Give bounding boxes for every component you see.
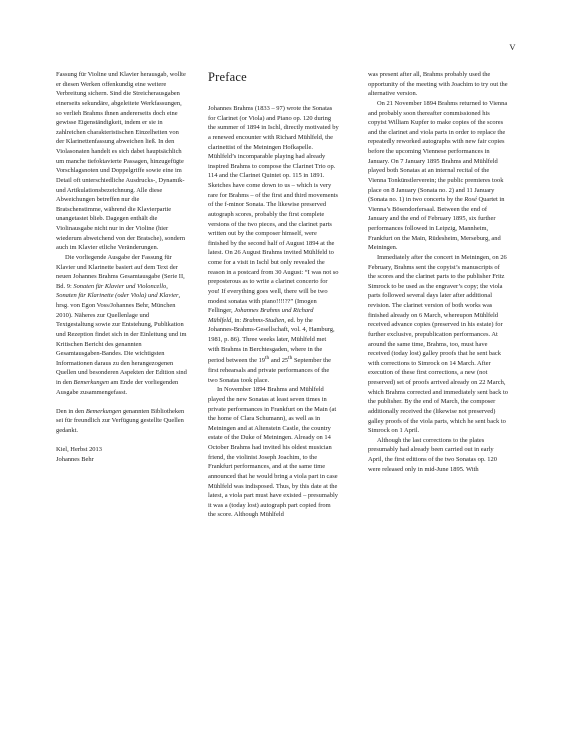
text-run: September the first rehearsals and private performances of the two Sonatas took place. (208, 357, 331, 384)
text-run: , hrsg. von Egon Voss/Johannes Behr, München 2010). Näheres zur Quellenlage und Textgestaltung sowie zur Entstehung, Publikation und Rezeption findet sich in der Einleitung und im Kritischen Bericht des genannten Gesamtausgaben-Bandes. Die wichtigsten Informationen daraus zu den herangezogenen Quellen und besonderen Aspekten der Edition sind in den (56, 292, 187, 386)
article-title: Johannes Brahms und Richard Mühlfeld (208, 307, 314, 324)
preface-paragraph-1 (208, 104, 339, 385)
german-column (56, 70, 187, 465)
german-paragraph-1: Fassung für Violine und Klavier herausgab, wollte er diesen Werken offenkundig eine weitere Verbreitung sichern. Sind die Streicherausgaben einerseits sekundäre, abgeleitete Werkfassungen, so verlieh Brahms ihnen andererseits doch eine gewisse Eigenständigkeit, indem er sie in zahlreichen charakteristischen Einzelheiten von der Klarinettenfassung abweichen ließ. In den Violasonaten handelt es sich dabei hauptsächlich um manche tiefoktavierte Passagen, hinzugefügte Vorschlagsnoten und Doppelgriffe sowie eine im Detail oft unterschiedliche Ausdrucks-, Dynamik- und Artikulationsbezeichnung. Alle diese Abweichungen betreffen nur die Bratschenstimme, während die Klavierpartie unangetastet blieb. Dagegen enthält die Violinausgabe nicht nur in der Violine (hier wiederum abweichend von der Bratsche), sondern auch im Klavier etliche Veränderungen. (56, 71, 186, 252)
edition-title: Sonaten für Klavier und Violoncello, Sonaten für Klarinette (oder Viola) und Klavier (56, 282, 179, 300)
text-run: Die vorliegende Ausgabe der Fassung für Klavier und Klarinette basiert auf dem Text der neuen Johannes Brahms Gesamtausgabe (Serie II, Bd. 9: (56, 253, 185, 290)
preface-paragraph-2: In November 1894 Brahms and Mühlfeld played the new Sonatas at least seven times in private performances in Frankfurt on the Main (at the home of Clara Schumann), as well as in Meiningen and at Altenstein Castle, the country estate of the Duke of Meiningen. Already on 14 October Brahms had invited his oldest musician friend, the violinist Joseph Joachim, to the Frankfurt performances, and at the same time announced that he would bring a viola part in case Mühlfeld was indisposed. Thus, by this date at the latest, a viola part must have existed – presumably it was a (today lost) autograph part copied from the score. Although Mühlfeld (208, 386, 338, 519)
text-run: , ed. by the Johannes-Brahms-Gesellschaft, vol. 4, Hamburg, 1981, p. 86). Three weeks later, Mühlfeld met with Brahms in Berchtesgaden, where in the period between the 19 (208, 316, 335, 365)
preface-paragraph-5: Although the last corrections to the plates presumably had already been carried out in early April, the first editions of the two Sonatas op. 120 were released only in mid-June 1895. With (368, 436, 497, 473)
text-run: Quartet in Vienna’s Bösendorfersaal. Between the end of January and the end of February 1895, six further performances followed in Leipzig, Mannheim, Frankfurt on the Main, Rüdesheim, Merseburg, and Meiningen. (368, 196, 505, 252)
preface-paragraph-3 (368, 99, 508, 253)
signature-name: Johannes Behr (56, 455, 94, 463)
bemerkungen-ref: Bemerkungen (85, 407, 122, 415)
text-run: and 25 (269, 357, 289, 365)
german-paragraph-3 (56, 407, 187, 436)
german-paragraph-2 (56, 253, 187, 397)
text-run: am Ende der vorliegenden Ausgabe zusammengefasst. (56, 379, 179, 396)
preface-paragraph-continued: was present after all, Brahms probably used the opportunity of the meeting with Joachim to try out the alternative version. (368, 71, 508, 98)
preface-column-1 (208, 70, 339, 520)
preface-paragraph-4: Immediately after the concert in Meiningen, on 26 February, Brahms sent the copyist’s manuscripts of the scores and the clarinet parts to the publisher Fritz Simrock to be used as the engraver’s copy; the viola parts followed several days later after additional revision. The clarinet version of both works was finished already on 6 March, whereupon Mühlfeld received advance copies (preserved in his estate) for further exclusive, prepublication performances. At around the same time, Brahms, too, must have received (today lost) galley proofs that he sent back with corrections to Simrock on 14 March. After execution of these first corrections, a new (not preserved) set of proofs arrived already on 22 March, which Brahms corrected and immediately sent back to the publisher. By the end of March, the composer additionally received the (likewise not preserved) galley proofs of the viola parts, which he sent back to Simrock on 1 April. (368, 253, 508, 435)
page-number: V (509, 42, 516, 52)
text-run: , in: (231, 316, 243, 324)
ordinal-suffix: th (288, 355, 293, 362)
preface-column-2 (368, 70, 508, 474)
preface-heading: Preface (208, 70, 247, 84)
text-run: Den in den (56, 407, 86, 415)
text-run: On 21 November 1894 Brahms returned to Vienna and probably soon thereafter commissioned his copyist William Kupfer to make copies of the scores and the clarinet and viola parts in order to replace the repeatedly reworked autographs with new fair copies before the upcoming Viennese performances in January. On 7 January 1895 Brahms and Mühlfeld played both Sonatas at an internal recital of the Vienna Tonkünstlerverein; the public premieres took place on 8 January (Sonata no. 2) and 11 January (Sonata no. 1) in two concerts by the (368, 99, 508, 204)
journal-title: Brahms-Studien (242, 316, 285, 324)
quartet-name: Rosé (464, 196, 477, 204)
bemerkungen-ref: Bemerkungen (73, 379, 109, 386)
text-run: genannten Bibliotheken sei für freundlich zur Verfügung gestellte Quellen gedankt. (56, 407, 185, 435)
ordinal-suffix: th (265, 355, 270, 362)
text-run: Johannes Brahms (1833 – 97) wrote the Sonatas for Clarinet (or Viola) and Piano op. 120 during the summer of 1894 in Ischl, directly motivated by a renewed encounter with Richard Mühlfeld, the clarinettist of the Meiningen Hofkapelle. Mühlfeld’s incomparable playing had already inspired Brahms to compose the Clarinet Trio op. 114 and the Clarinet Quintet op. 115 in 1891. Sketches have come down to us – which is very rare for Brahms – of the first and third movements of the f-minor Sonata. The likewise preserved autograph scores, probably the first complete versions of the two pieces, and the clarinet parts written out by the composer himself, were finished by the second half of August 1894 at the latest. On 26 August Brahms invited Mühlfeld to come for a visit in Ischl but only revealed the reason in a postcard from 30 August: “I was not so preposterous as to write a clarinet concerto for you! If everything goes well, there will be two modest sonatas with piano!!!!??” (Imogen Fellinger, (208, 105, 339, 315)
signature-place-date: Kiel, Herbst 2013 (56, 446, 102, 454)
